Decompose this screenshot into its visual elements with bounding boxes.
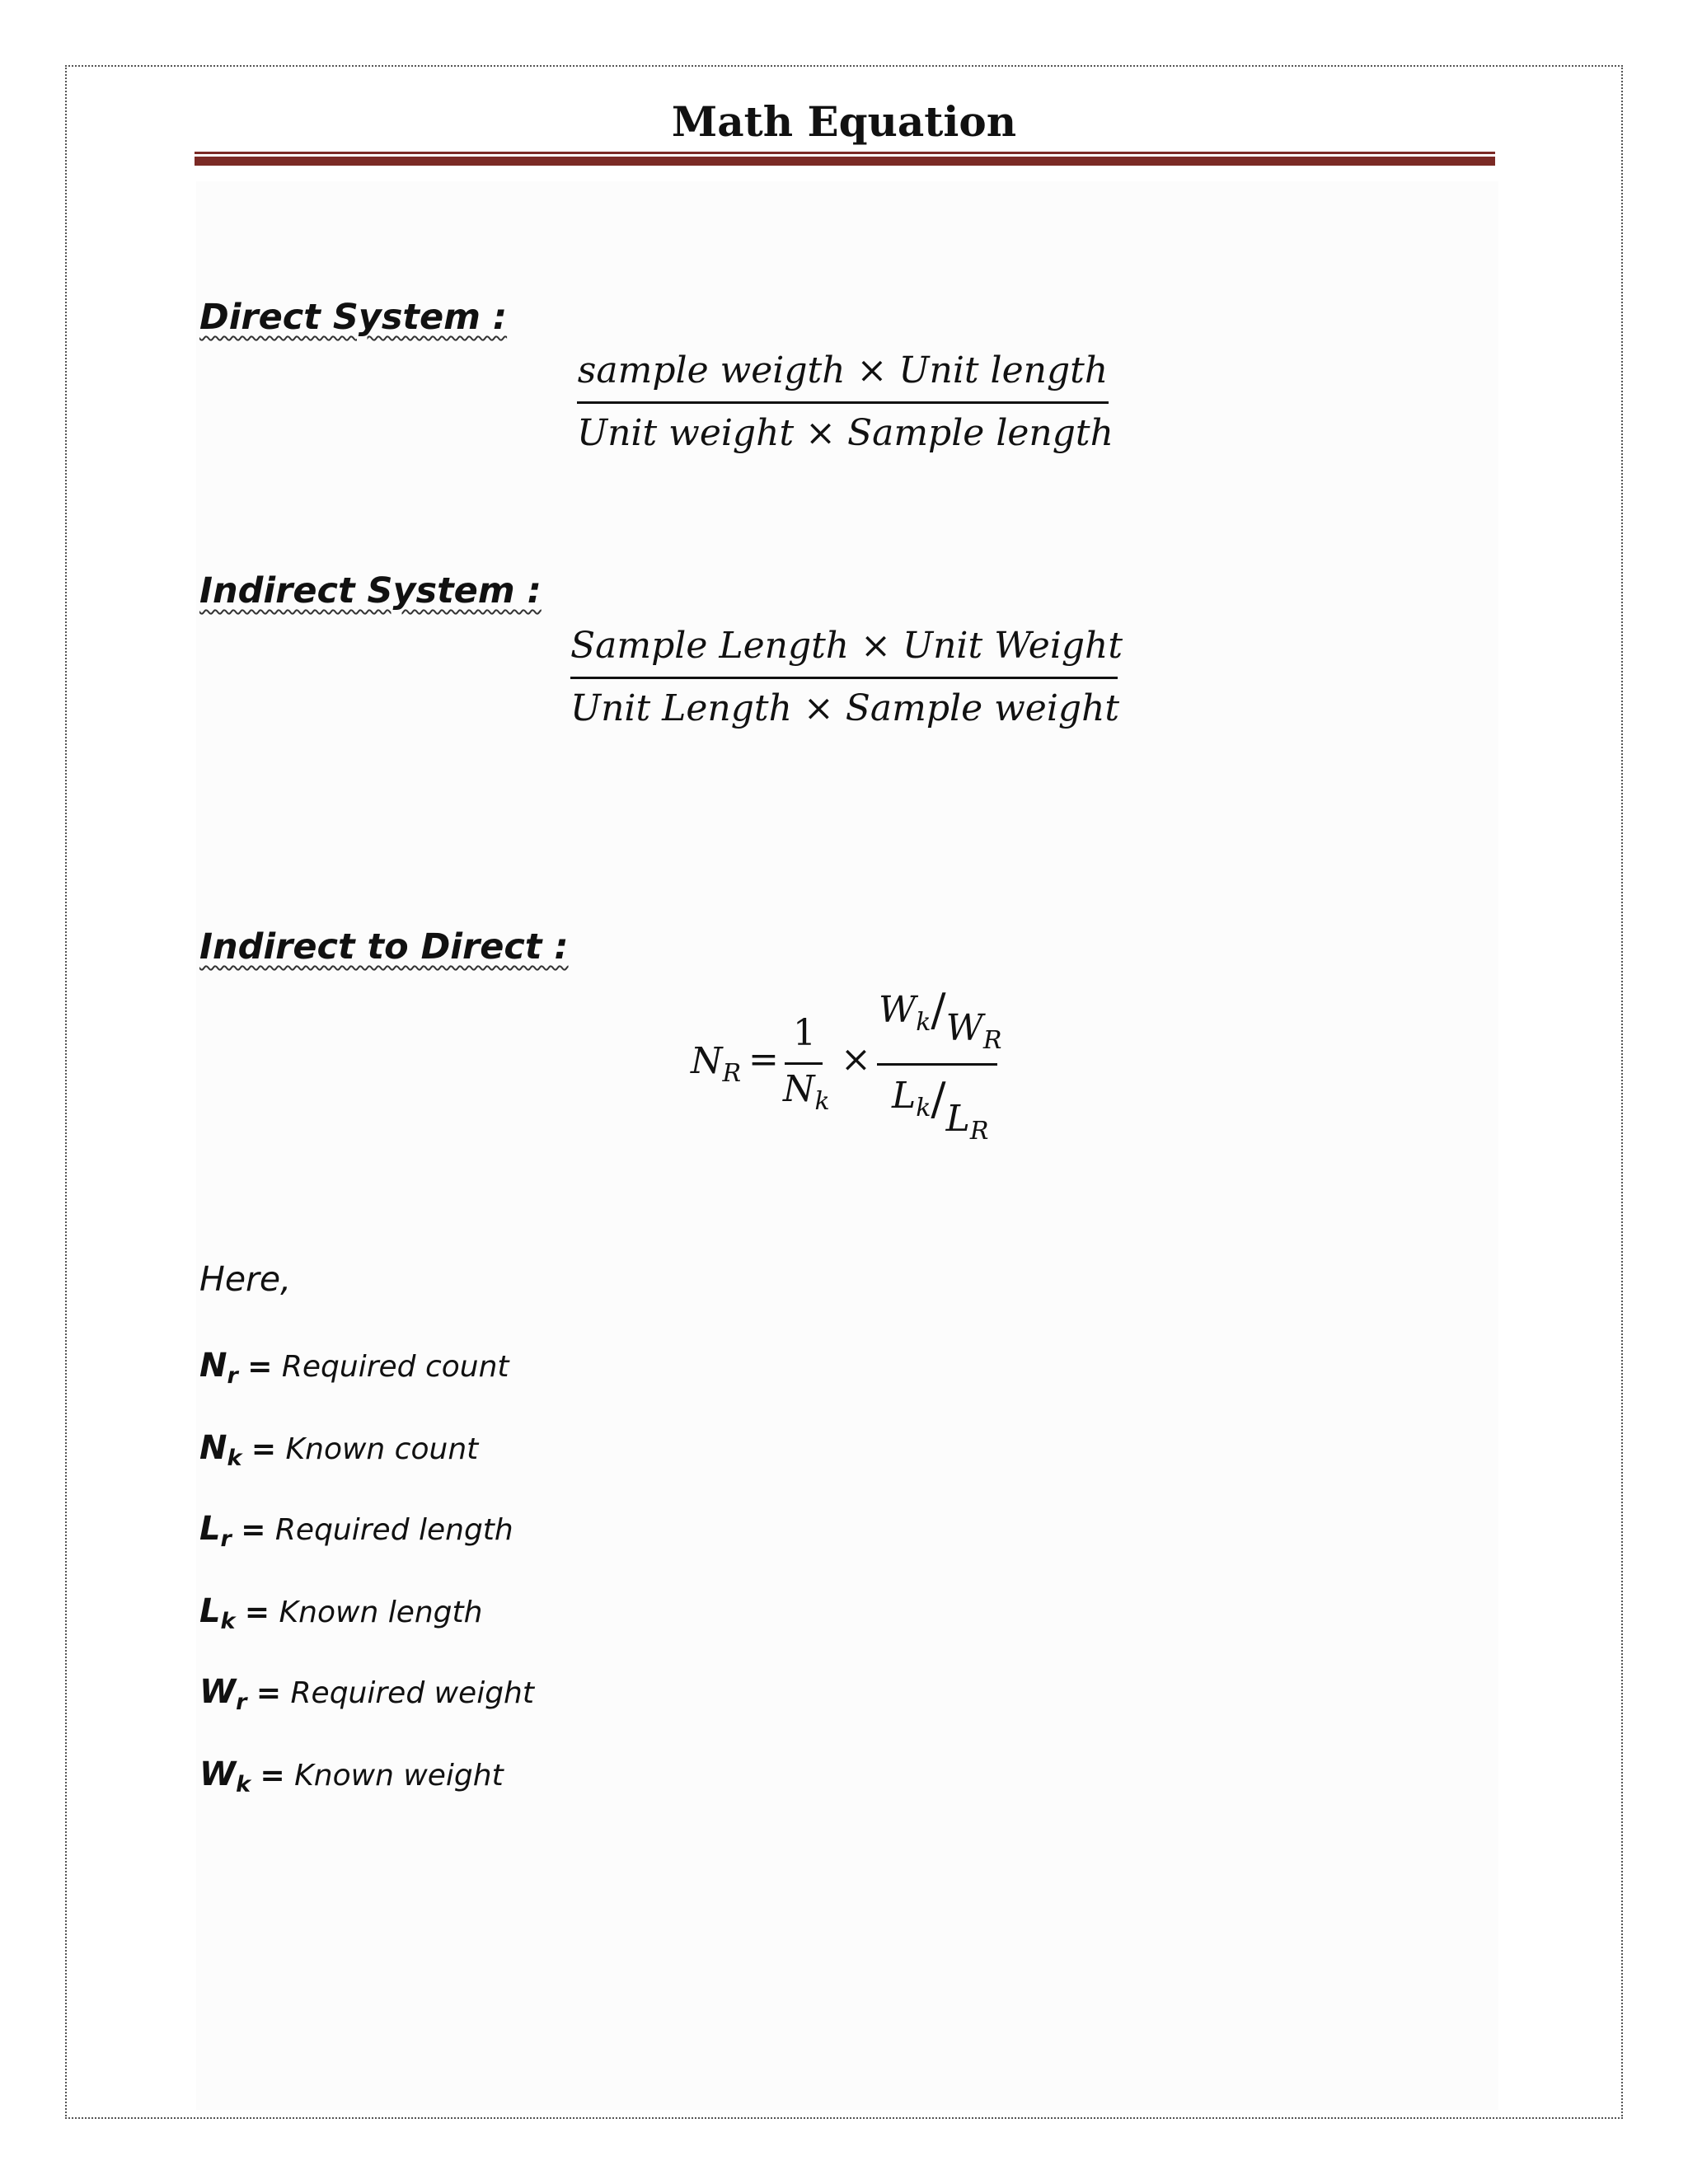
title-rule-thick [195, 157, 1495, 166]
equals-sign: = [748, 1038, 779, 1080]
nr-symbol: $N_R$ [691, 1040, 742, 1088]
one-numerator: 1 [793, 1012, 816, 1054]
indirect-to-direct-heading: Indirect to Direct : [199, 926, 569, 968]
definition-item: $L_r$ = Required length [199, 1510, 513, 1552]
definition-item: $W_r$ = Required weight [199, 1673, 534, 1715]
fraction-bar [877, 1063, 997, 1066]
nk-denominator: $N_k$ [783, 1068, 830, 1116]
indirect-to-direct-formula [691, 981, 1004, 1162]
times-sign: × [841, 1038, 871, 1080]
here-label: Here, [199, 1259, 292, 1299]
fraction-bar [785, 1062, 823, 1065]
title-rule-thin [195, 152, 1495, 154]
wk-over-wr: $W_k/W_R$ [879, 984, 1002, 1055]
page-title: Math Equation [671, 97, 1017, 146]
definition-item: $W_k$ = Known weight [199, 1755, 504, 1797]
indirect-denominator: Unit Length × Sample weight [570, 687, 1120, 729]
direct-numerator: sample weigth × Unit length [577, 349, 1109, 391]
definition-item: $N_r$ = Required count [199, 1347, 509, 1389]
direct-system-formula [577, 349, 1114, 454]
indirect-system-heading: Indirect System : [199, 570, 542, 612]
indirect-numerator: Sample Length × Unit Weight [570, 625, 1123, 667]
lk-over-lr: $L_k/L_R$ [892, 1073, 989, 1146]
direct-system-heading: Direct System : [199, 297, 508, 338]
definition-item: $N_k$ = Known count [199, 1429, 479, 1471]
direct-denominator: Unit weight × Sample length [577, 412, 1114, 454]
definition-item: $L_k$ = Known length [199, 1592, 483, 1634]
indirect-system-formula [570, 625, 1123, 729]
